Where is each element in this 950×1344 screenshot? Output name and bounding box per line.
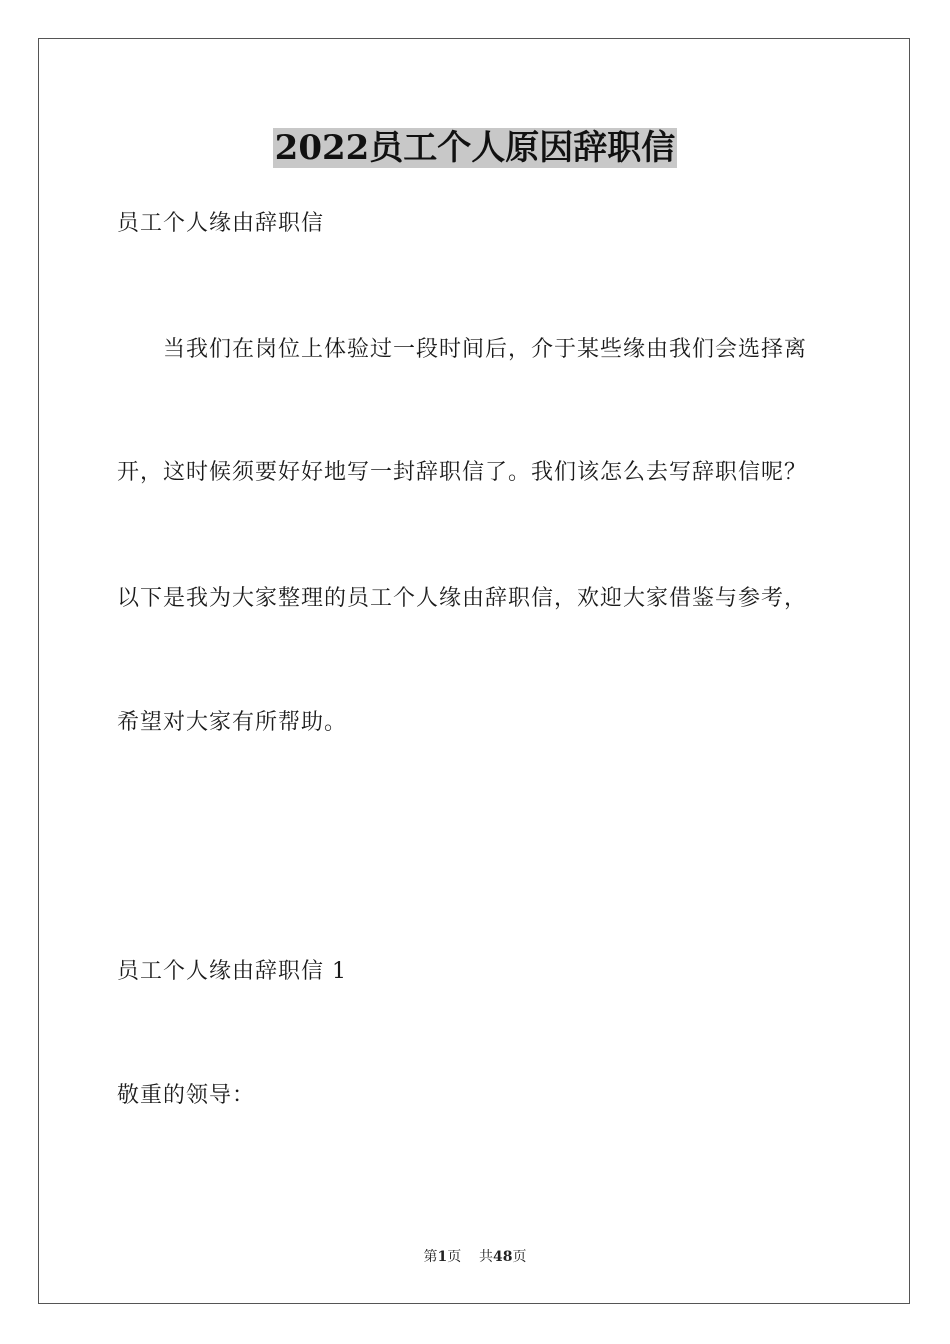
intro-line-4: 希望对大家有所帮助。 bbox=[117, 710, 348, 735]
footer-page-prefix: 第 bbox=[423, 1249, 438, 1265]
document-title: 2022员工个人原因辞职信 bbox=[274, 128, 676, 168]
salutation: 敬重的领导： bbox=[117, 1083, 256, 1108]
page-footer bbox=[0, 1247, 950, 1267]
intro-line-2: 开，这时候须要好好地写一封辞职信了。我们该怎么去写辞职信呢？ bbox=[117, 460, 808, 485]
footer-page-number: 1 bbox=[437, 1249, 448, 1265]
footer-total-suffix: 页 bbox=[512, 1249, 527, 1265]
footer-total-prefix: 共 bbox=[479, 1249, 494, 1265]
title-container bbox=[0, 128, 950, 168]
footer-total-pages: 48 bbox=[493, 1249, 513, 1265]
intro-line-1: 当我们在岗位上体验过一段时间后，介于某些缘由我们会选择离 bbox=[163, 337, 808, 362]
section-heading: 员工个人缘由辞职信 1 bbox=[117, 959, 347, 984]
document-subtitle: 员工个人缘由辞职信 bbox=[117, 211, 325, 236]
intro-line-3: 以下是我为大家整理的员工个人缘由辞职信，欢迎大家借鉴与参考， bbox=[117, 586, 808, 611]
footer-page-suffix: 页 bbox=[447, 1249, 462, 1265]
